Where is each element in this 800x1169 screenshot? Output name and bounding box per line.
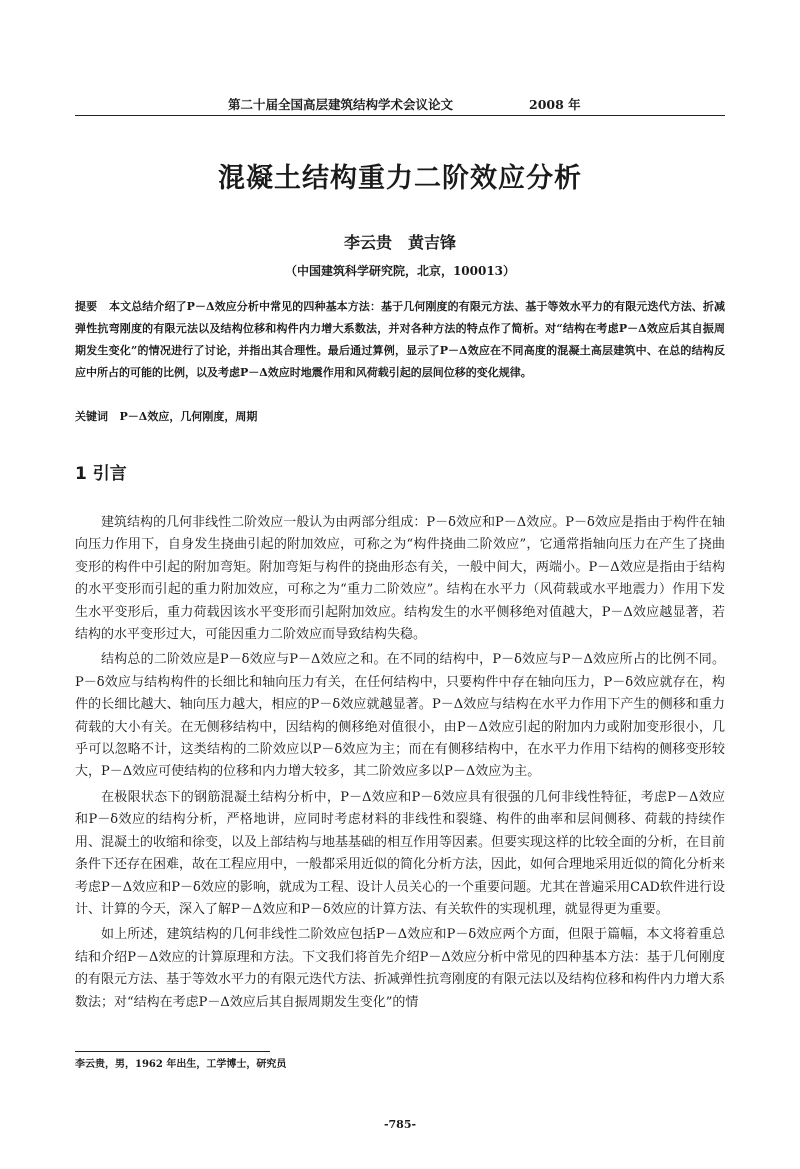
- paper-authors: 李云贵 黄吉锋: [343, 233, 456, 252]
- keywords-spacer: [112, 410, 120, 423]
- page-number: -785-: [383, 1118, 417, 1131]
- abstract-spacer: [101, 300, 109, 313]
- running-header: [75, 93, 725, 116]
- abstract-text: 本文总结介绍了P－Δ效应分析中常见的四种基本方法：基于几何刚度的有限元方法、基于等效水平力的有限元迭代方法、折减弹性抗弯刚度的有限元法以及结构位移和构件内力增大系数法，并对各种方法的特点作了简析。对“结构在考虑P－Δ效应后其自振周期发生变化”的情况进行了讨论，并指出其合理性。最后通过算例，显示了P－Δ效应在不同高度的混凝土高层建筑中、在总的结构反应中所占的可能的比例，以及考虑P－Δ效应时地震作用和风荷载引起的层间位移的变化规律。: [75, 300, 725, 379]
- body-paragraph: 在极限状态下的钢筋混凝土结构分析中，P－Δ效应和P－δ效应具有很强的几何非线性特征，考虑P－Δ效应和P－δ效应的结构分析，严格地讲，应同时考虑材料的非线性和裂缝、构件的曲率和层间侧移、荷载的持续作用、混凝土的收缩和徐变，以及上部结构与地基基础的相互作用等因素。但要实现这样的比较全面的分析，在目前条件下还存在困难，故在工程应用中，一般都采用近似的简化分析方法，因此，如何合理地采用近似的简化分析来考虑P－Δ效应和P－δ效应的影响，就成为工程、设计人员关心的一个重要问题。尤其在普遍采用CAD软件进行设计、计算的今天，深入了解P－Δ效应和P－δ效应的计算方法、有关软件的实现机理，就显得更为重要。: [75, 789, 726, 917]
- footnote: 李云贵，男，1962 年出生，工学博士，研究员: [75, 1059, 287, 1070]
- footnote-divider: [75, 1051, 270, 1052]
- body-paragraph: 建筑结构的几何非线性二阶效应一般认为由两部分组成：P－δ效应和P－Δ效应。P－δ效应是指由于构件在轴向压力作用下，自身发生挠曲引起的附加效应，可称之为“构件挠曲二阶效应”，它通常指轴向压力在产生了挠曲变形的构件中引起的附加弯矩。附加弯矩与构件的挠曲形态有关，一般中间大，两端小。P－Δ效应是指由于结构的水平变形而引起的重力附加效应，可称之为“重力二阶效应”。结构在水平力（风荷载或水平地震力）作用下发生水平变形后，重力荷载因该水平变形而引起附加效应。结构发生的水平侧移绝对值越大，P－Δ效应越显著，若结构的水平变形过大，可能因重力二阶效应而导致结构失稳。: [75, 515, 725, 643]
- body-text: [75, 512, 725, 1014]
- keywords: [75, 406, 725, 428]
- header-year: 2008 年: [529, 97, 581, 112]
- section-heading-introduction: 1 引言: [75, 464, 127, 484]
- author-affiliation: （中国建筑科学研究院，北京，100013）: [284, 264, 516, 278]
- paper-title: 混凝土结构重力二阶效应分析: [218, 163, 582, 194]
- abstract-label: 提要: [75, 300, 98, 313]
- header-conference: 第二十届全国高层建筑结构学术会议论文: [228, 97, 454, 112]
- body-paragraph: 结构总的二阶效应是P－δ效应与P－Δ效应之和。在不同的结构中，P－δ效应与P－Δ效应所占的比例不同。P－δ效应与结构构件的长细比和轴向压力有关，在任何结构中，只要构件中存在轴向压力，P－δ效应就存在，构件的长细比越大、轴向压力越大，相应的P－δ效应就越显著。P－Δ效应与结构在水平力作用下产生的侧移和重力荷载的大小有关。在无侧移结构中，因结构的侧移绝对值很小，由P－Δ效应引起的附加内力或附加变形很小，几乎可以忽略不计，这类结构的二阶效应以P－δ效应为主；而在有侧移结构中，在水平力作用下结构的侧移变形较大，P－Δ效应可使结构的位移和内力增大较多，其二阶效应多以P－Δ效应为主。: [75, 652, 725, 780]
- abstract: [75, 296, 725, 384]
- keywords-text: P－Δ效应，几何刚度，周期: [119, 410, 258, 423]
- keywords-label: 关键词: [75, 410, 108, 423]
- body-paragraph: 如上所述，建筑结构的几何非线性二阶效应包括P－Δ效应和P－δ效应两个方面，但限于篇幅，本文将着重总结和介绍P－Δ效应的计算原理和方法。下文我们将首先介绍P－Δ效应分析中常见的四种基本方法：基于几何刚度的有限元方法、基于等效水平力的有限元迭代方法、折减弹性抗弯刚度的有限元法以及结构位移和构件内力增大系数法；对“结构在考虑P－Δ效应后其自振周期发生变化”的情: [75, 927, 726, 1010]
